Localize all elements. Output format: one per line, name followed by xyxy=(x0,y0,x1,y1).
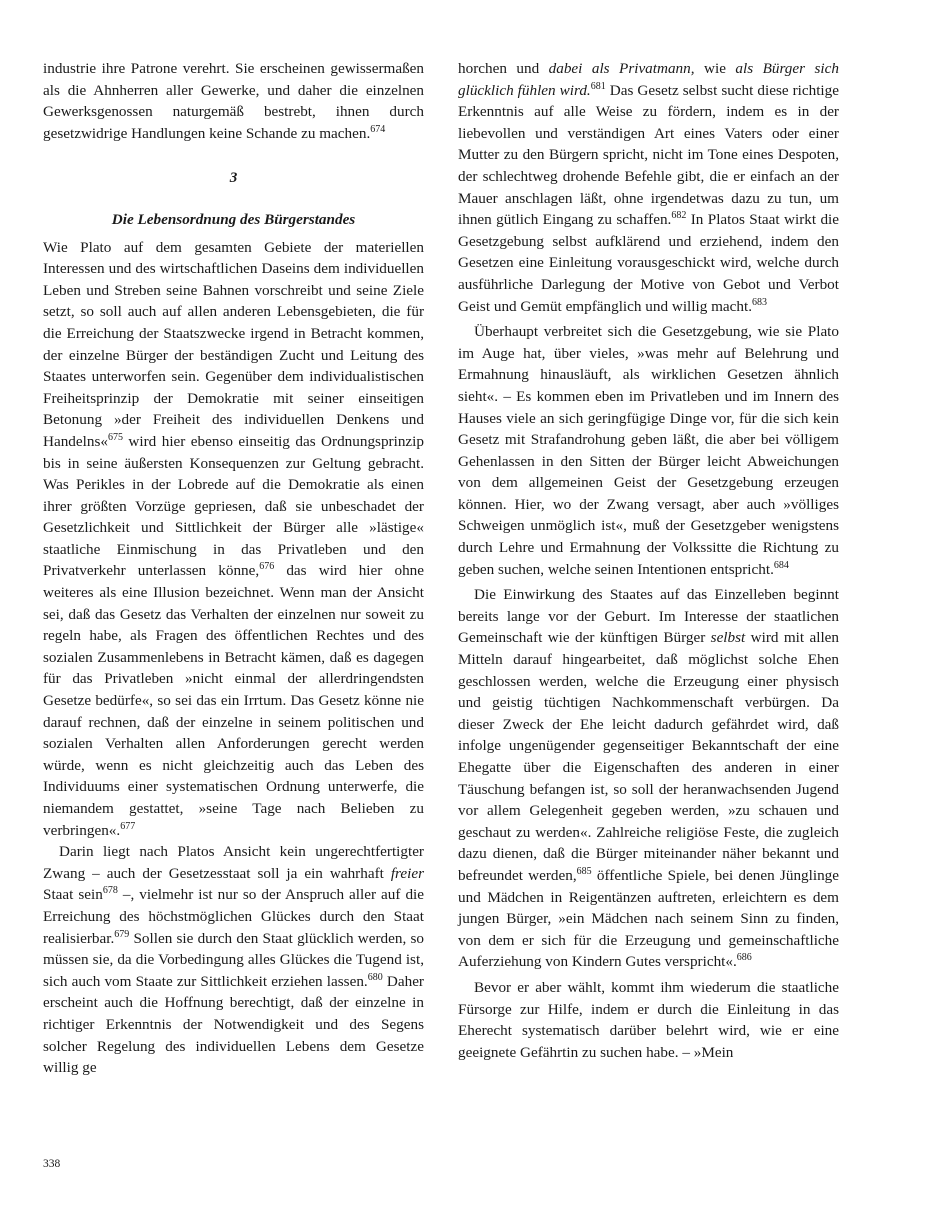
section-number: 3 xyxy=(229,169,238,187)
paragraph xyxy=(43,58,424,144)
right-column xyxy=(458,58,839,1063)
text-run: In Platos Staat wirkt die Gesetzgebung selbst aufklärend und erziehend, indem den Gesetzen eine Einleitung vorausgeschickt wird, welche durch ausführliche Darlegung der Motive von Gebot und Verbot Geist und Gemüt empfänglich und willig macht. xyxy=(458,211,839,315)
footnote-ref: 682 xyxy=(671,210,687,222)
footnote-ref: 678 xyxy=(102,885,118,897)
text-run: Staat sein xyxy=(43,886,103,904)
italic-text: dabei als Privatmann, xyxy=(548,60,695,77)
footnote-ref: 675 xyxy=(107,431,123,443)
text-run: wird mit allen Mitteln darauf hingearbeitet, daß möglichst solche Ehen geschlossen werden, welche die Erzeugung einer physisch und geistig tüchtigen Nachkommenschaft verbürgen. Da dieser Zweck der Ehe leicht dadurch gefährdet wird, daß infolge ungenügender gegenseitiger Bekanntschaft der eine Ehegatte über die Eigenschaften des anderen in einer Täuschung befangen ist, so soll der heranwachsenden Jugend vor allem Gelegenheit gegeben werden, »zu schauen und geschaut zu werden«. Zahlreiche religiöse Feste, die zugleich dazu dienen, daß die Bürger miteinander näher bekannt und befreundet werden, xyxy=(458,629,840,884)
text-run: Die Einwirkung des Staates auf das Einzelleben beginnt bereits lange vor der Geburt. Im Interesse der staatlichen Gemeinschaft wie der künftigen Bürger xyxy=(458,586,839,647)
text-run: öffentliche Spiele, bei denen Jünglinge und Mädchen in Reigentänzen auftreten, erleichtern es dem jungen Bürger, »ein Mädchen nach seinem Sinn zu finden, von dem er sich für die Erzeugung und gemeinschaftliche Auferziehung von Kindern Gutes verspricht«. xyxy=(458,866,839,971)
text-run: wird hier ebenso einseitig das Ordnungsprinzip bis in seine äußersten Konsequenzen zur Geltung gebracht. Was Perikles in der Lobrede auf die Demokratie als einen ihrer größten Vorzüge gepriesen, daß sie unbeschadet der Gesetzlichkeit und Sittlichkeit der Bürger alle »lästige« staatliche Einmischung in das Privatleben und den Privatverkehr unterlassen könne, xyxy=(43,432,424,580)
text-run: das wird hier ohne weiteres als eine Illusion bezeichnet. Wenn man der Ansicht sei, daß das Gesetz das Verhalten der einzelnen nur soweit zu regeln habe, als Fragen des öffentlichen Rechtes und des sozialen Zusammenlebens in Betracht kämen, daß es dagegen für das Privatleben »nicht einmal der allerdringendsten Gesetze bedürfe«, so sei das ein Irrtum. Das Gesetz könne nie darauf rechnen, daß der einzelne in seinem politischen und sozialen Verhalten allen Anforderungen gerecht werden würde, wenn es nicht gleichzeitig auch das Leben des Individuums einer systematischen Ordnung unterwerfe, die niemandem gestattet, »seine Tage nach Belieben zu verbringen«. xyxy=(43,562,424,839)
footnote-ref: 685 xyxy=(576,865,592,877)
text-run: –, vielmehr ist nur so der Anspruch aller auf die Erreichung des höchstmöglichen Glückes durch den Staat realisierbar. xyxy=(43,886,425,947)
left-column xyxy=(43,58,424,1079)
text-run: Überhaupt verbreitet sich die Gesetzgebung, wie sie Plato im Auge hat, über vieles, »was mehr auf Belehrung und Ermahnung hinausläuft, als wirklichen Gesetzen ähnlich sieht«. – Es kommen eben im Privatleben und im Innern des Hauses viele an sich geringfügige Dinge vor, für die sich kein Gesetz mit Strafandrohung geben läßt, die aber bei völligem Gehenlassen in den Sitten der Bürger leicht Abweichungen von dem allgemeinen Geist der Gesetzgebung erzeugen können. Hier, wo der Zwang versagt, aber auch »völliges Schweigen unmöglich ist«, muß der Gesetzgeber wenigstens durch Lehre und Ermahnung der Volkssitte die Richtung zu geben suchen, welche seinen Intentionen entspricht. xyxy=(458,323,839,578)
footnote-ref: 681 xyxy=(590,80,606,92)
paragraph xyxy=(43,841,424,1079)
text-run: Bevor er aber wählt, kommt ihm wiederum die staatliche Fürsorge zur Hilfe, indem er durch die Einleitung in das Eherecht systematisch darüber belehrt wird, wie er eine geeignete Gefährtin zu suchen habe. – »Mein xyxy=(458,978,839,1061)
footnote-ref: 679 xyxy=(114,928,130,940)
italic-text: freier xyxy=(390,864,424,882)
text-run: horchen und xyxy=(458,60,549,77)
text-run: Darin liegt nach Platos Ansicht kein ungerechtfertigter Zwang – auch der Gesetzesstaat soll ja ein wahrhaft xyxy=(43,843,424,882)
text-run: Wie Plato auf dem gesamten Gebiete der materiellen Interessen und des wirtschaftlichen Daseins dem individuellen Leben und Streben seine Bahnen vorschreibt und seine Ziele setzt, so soll auch auf allen anderen Lebensgebieten, die für die Erreichung der Staatszwecke irgend in Betracht kommen, der einzelne Bürger der beständigen Zucht und Leitung des Staates unterworfen sein. Gegenüber dem individualistischen Freiheitsprinzip der Demokratie mit seiner einseitigen Betonung »der Freiheit des individuellen Denkens und Handelns« xyxy=(43,238,424,450)
text-run: Sollen sie durch den Staat glücklich werden, so müssen sie, da die Vorbedingung alles Glückes die Tugend ist, sich auch vom Staate zur Sittlichkeit erziehen lassen. xyxy=(43,929,424,990)
italic-text: selbst xyxy=(710,629,746,647)
footnote-ref: 677 xyxy=(120,820,136,832)
footnote-ref: 680 xyxy=(367,971,383,983)
footnote-ref: 676 xyxy=(259,561,275,573)
footnote-ref: 683 xyxy=(752,296,767,308)
section-title: Die Lebensordnung des Bürgerstandes xyxy=(111,210,356,228)
text-run: industrie ihre Patrone verehrt. Sie erscheinen gewissermaßen als die Ahnherren aller Gewerke, und daher die einzelnen Gewerksgenossen naturgemäß bestrebt, ihnen durch gesetzwidrige Handlungen keine Schande zu machen. xyxy=(43,60,424,142)
paragraph xyxy=(458,58,839,317)
text-run: Das Gesetz selbst sucht diese richtige Erkenntnis auf alle Weise zu fördern, indem es in der liebevollen und verständigen Art eines Vaters oder einer Mutter zu den Bürgern spricht, nicht im Tone eines Despoten, der schlechtweg drohende Befehle gibt, die er einfach an der Mauer anschlagen läßt, ohne irgendetwas dazu zu tun, um ihnen gütlich Eingang zu schaffen. xyxy=(458,81,839,229)
text-run: Daher erscheint auch die Hoffnung berechtigt, daß der einzelne in richtiger Erkenntnis der Notwendigkeit und des Segens solcher Regelung des individuellen Lebens dem Gesetze willig ge xyxy=(43,972,424,1077)
footnote-ref: 684 xyxy=(773,559,789,571)
text-run: wie xyxy=(694,60,736,77)
paragraph xyxy=(43,237,424,842)
footnote-ref: 686 xyxy=(736,952,752,964)
paragraph xyxy=(458,977,839,1063)
paragraph xyxy=(458,321,839,580)
italic-text: als Bürger sich glücklich fühlen wird. xyxy=(458,60,839,99)
footnote-ref: 674 xyxy=(370,123,386,135)
paragraph xyxy=(458,584,839,973)
page-number: 338 xyxy=(43,1158,61,1170)
